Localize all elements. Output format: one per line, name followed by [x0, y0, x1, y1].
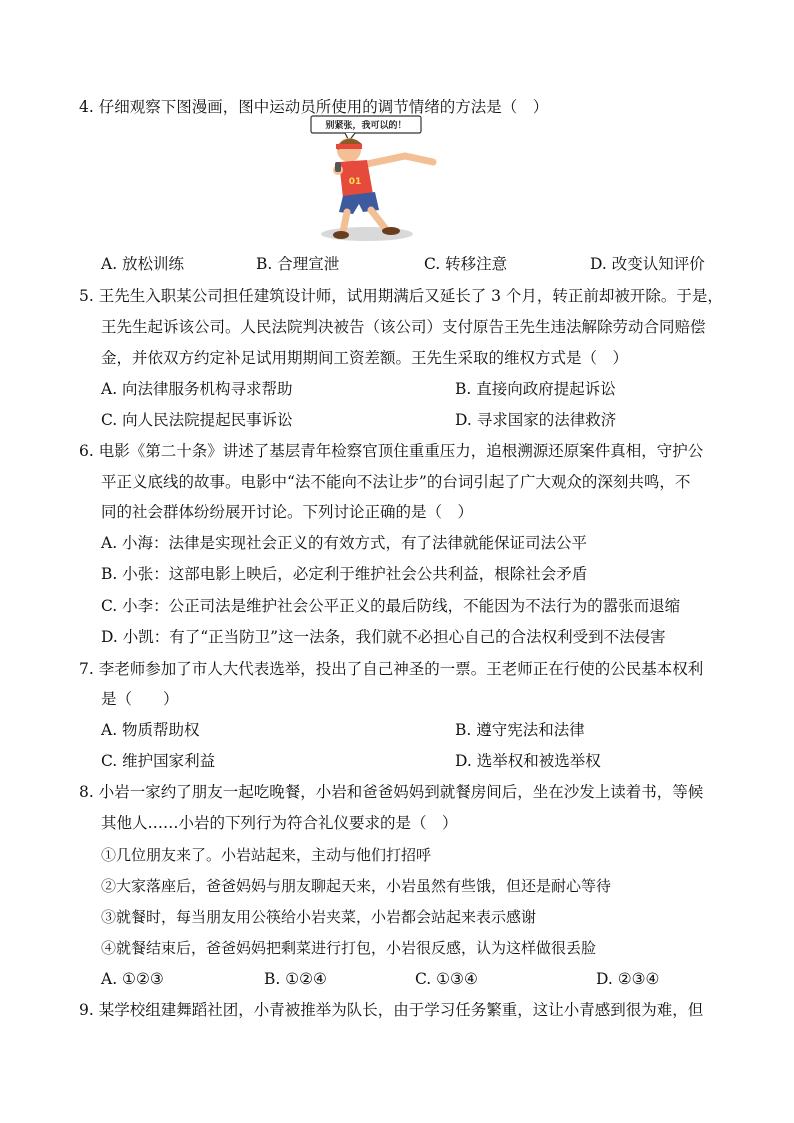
q5-option-c: C. 向人民法院提起民事诉讼	[101, 411, 293, 429]
q8-option-a: A. ①②③	[101, 970, 164, 988]
q4-option-c: C. 转移注意	[424, 255, 508, 273]
q7-option-a: A. 物质帮助权	[101, 721, 200, 739]
q4-option-a: A. 放松训练	[101, 255, 185, 273]
q5-stem-line-1: 5. 王先生入职某公司担任建筑设计师，试用期满后又延长了 3 个月，转正前却被开除。于是，	[79, 287, 723, 305]
q7-stem-line-1: 7. 李老师参加了市人大代表选举，投出了自己神圣的一票。王老师正在行使的公民基本权利	[79, 660, 704, 678]
q6-option-b: B. 小张：这部电影上映后，必定利于维护社会公共利益，根除社会矛盾	[101, 565, 588, 583]
q4-option-b: B. 合理宣泄	[256, 255, 340, 273]
q6-stem-line-3: 同的社会群体纷纷展开讨论。下列讨论正确的是（ ）	[101, 503, 474, 521]
q8-item-3: ③就餐时，每当朋友用公筷给小岩夹菜，小岩都会站起来表示感谢	[101, 908, 537, 926]
bubble-text: 别紧张，我可以的！	[325, 121, 407, 131]
q6-option-d: D. 小凯：有了“正当防卫”这一法条，我们就不必担心自己的合法权利受到不法侵害	[101, 628, 666, 646]
q4-stem: 4. 仔细观察下图漫画，图中运动员所使用的调节情绪的方法是（ ）	[79, 98, 549, 116]
q6-option-a: A. 小海：法律是实现社会正义的有效方式，有了法律就能保证司法公平	[101, 534, 588, 552]
q6-option-c: C. 小李：公正司法是维护社会公平正义的最后防线，不能因为不法行为的嚣张而退缩	[101, 597, 681, 615]
q6-stem-line-2: 平正义底线的故事。电影中“法不能向不法让步”的台词引起了广大观众的深刻共鸣，不	[101, 473, 691, 491]
q8-item-1: ①几位朋友来了。小岩站起来，主动与他们打招呼	[101, 846, 432, 864]
athlete-cartoon-image	[305, 114, 455, 246]
q8-option-c: C. ①③④	[415, 970, 478, 988]
q8-item-2: ②大家落座后，爸爸妈妈与朋友聊起天来，小岩虽然有些饿，但还是耐心等待	[101, 877, 612, 895]
q5-stem-line-2: 王先生起诉该公司。人民法院判决被告（该公司）支付原告王先生违法解除劳动合同赔偿	[101, 318, 706, 336]
q4-option-d: D. 改变认知评价	[590, 255, 705, 273]
q7-option-b: B. 遵守宪法和法律	[455, 721, 585, 739]
q8-option-d: D. ②③④	[596, 970, 660, 988]
q8-stem-line-2: 其他人……小岩的下列行为符合礼仪要求的是（ ）	[101, 814, 458, 832]
q5-option-d: D. 寻求国家的法律救济	[455, 411, 617, 429]
q5-stem-line-3: 金，并依双方约定补足试用期期间工资差额。王先生采取的维权方式是（ ）	[101, 349, 629, 367]
jersey-number: 01	[348, 177, 362, 187]
q9-stem-line-1: 9. 某学校组建舞蹈社团，小青被推举为队长，由于学习任务繁重，这让小青感到很为难，但	[79, 1001, 704, 1019]
q8-option-b: B. ①②④	[264, 970, 327, 988]
q5-option-a: A. 向法律服务机构寻求帮助	[101, 380, 293, 398]
q7-option-c: C. 维护国家利益	[101, 752, 216, 770]
q8-item-4: ④就餐结束后，爸爸妈妈把剩菜进行打包，小岩很反感，认为这样做很丢脸	[101, 939, 597, 957]
q5-option-b: B. 直接向政府提起诉讼	[455, 380, 616, 398]
q7-stem-line-2: 是（ ）	[101, 690, 179, 708]
q6-stem-line-1: 6. 电影《第二十条》讲述了基层青年检察官顶住重重压力，追根溯源还原案件真相，守护公	[79, 442, 704, 460]
q7-option-d: D. 选举权和被选举权	[455, 752, 601, 770]
q8-stem-line-1: 8. 小岩一家约了朋友一起吃晚餐，小岩和爸爸妈妈到就餐房间后，坐在沙发上读着书，等候	[79, 783, 704, 801]
